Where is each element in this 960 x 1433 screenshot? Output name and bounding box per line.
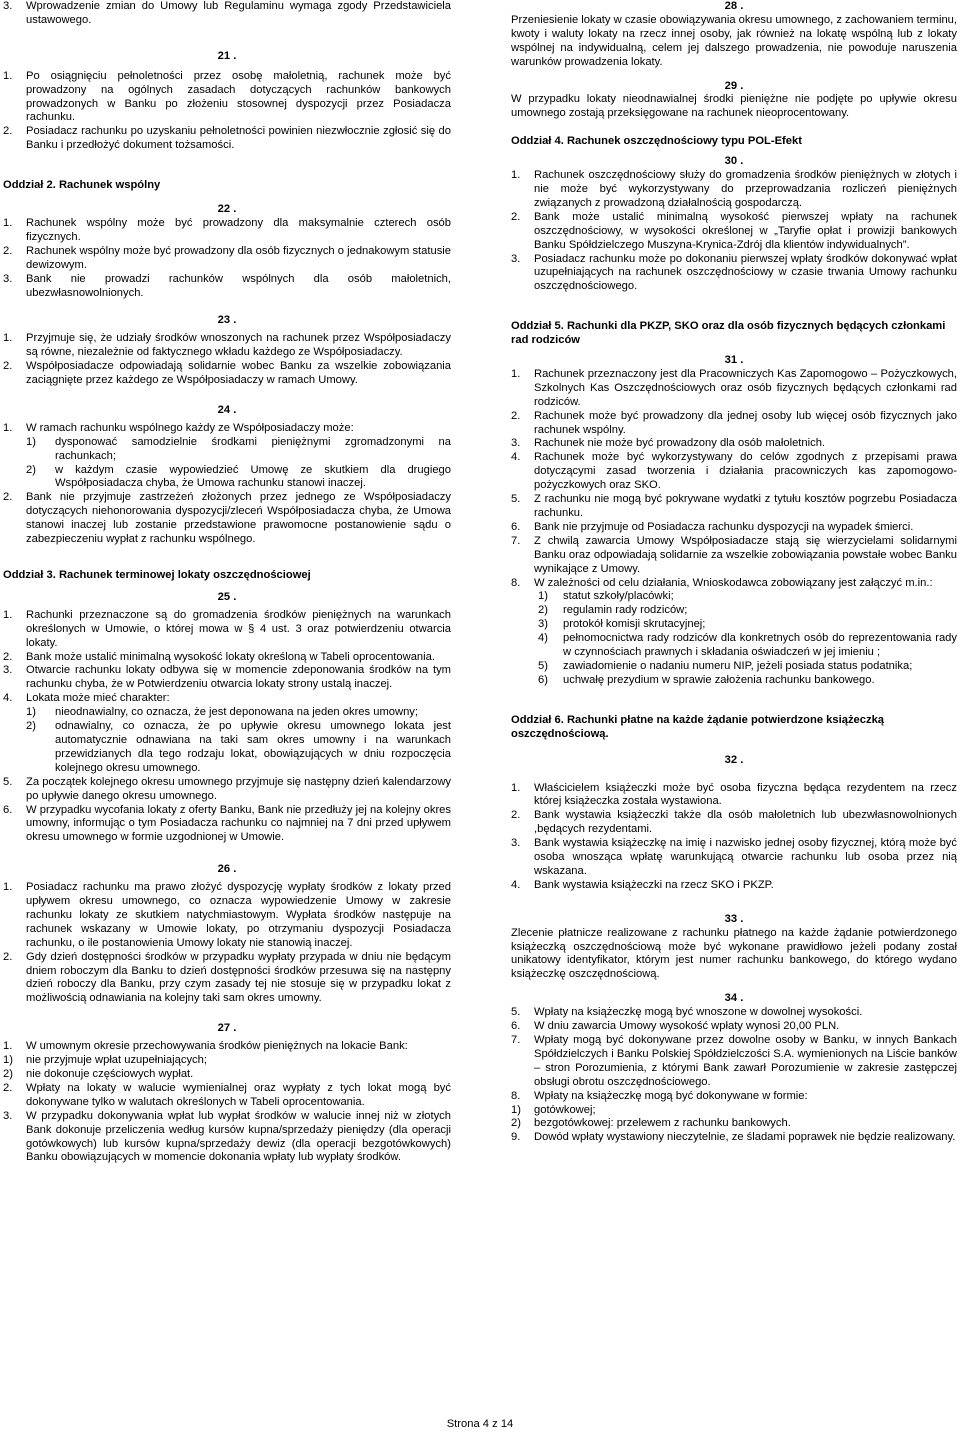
clause-item: 3. Wprowadzenie zmian do Umowy lub Regulaminu wymaga zgody Przedstawiciela ustawowego. bbox=[3, 0, 451, 26]
clause-subitem: 2) regulamin rady rodziców; bbox=[538, 604, 688, 617]
clause-item: 2. Współposiadacze odpowiadają solidarnie wobec Banku za wszelkie zobowiązania zaciągnięte przez każdego ze Współposiadaczy w ramach Umowy. bbox=[3, 360, 451, 387]
clause-subitem: 2) w każdym czasie wypowiedzieć Umowę ze skutkiem dla drugiego Współposiadacza chyba, że Umowa rachunku stanowi inaczej. bbox=[26, 463, 451, 490]
clause-item: 7. Z chwilą zawarcia Umowy Współposiadacze stają się wierzycielami solidarnymi Banku oraz odpowiadają solidarnie za wszelkie zobowiązania powstałe wobec Banku wynikające z Umowy. bbox=[511, 534, 957, 575]
clause-subitem: 2) odnawialny, co oznacza, że po upływie okresu umownego lokata jest automatycznie odnawiana na taki sam okres umowny i na warunkach przewidzianych dla tego rodzaju lokat, obowiązujących w dniu rozpoczęcia kolejnego okresu umownego. bbox=[26, 720, 451, 774]
clause-item: 1. Po osiągnięciu pełnoletności przez osobę małoletnią, rachunek może być prowadzony na ogólnych zasadach dotyczących rachunków bankowych prowadzonych w Banku po złożeniu stosownej dyspozycji przez Posiadacza rachunku. bbox=[3, 69, 451, 124]
clause-item: 1. Właścicielem książeczki może być osoba fizyczna będąca rezydentem na rzecz której książeczka została wystawiona. bbox=[511, 781, 957, 808]
clause-item: 2. Rachunek wspólny może być prowadzony dla osób fizycznych o jednakowym statusie dewizowym. bbox=[3, 244, 451, 271]
clause-subitem: 3) protokół komisji skrutacyjnej; bbox=[538, 618, 706, 631]
section-24-title: 24 . bbox=[217, 403, 237, 416]
section-21-title: 21 . bbox=[217, 49, 237, 62]
clause-item: 1. Rachunki przeznaczone są do gromadzenia środków pieniężnych na warunkach określonych w Umowie, o której mowa w § 4 ust. 3 oraz potwierdzeniu otwarcia lokaty. bbox=[3, 608, 451, 649]
clause-item: 2. Posiadacz rachunku po uzyskaniu pełnoletności powinien niezwłocznie zgłosić się do Banku i przedłożyć dokument tożsamości. bbox=[3, 125, 451, 152]
clause-item: 3. Bank wystawia książeczkę na imię i nazwisko jednej osoby fizycznej, którą może być osoba wnosząca wpłatę warunkującą otwarcie rachunku lub osoba przez nią wskazana. bbox=[511, 837, 957, 877]
section-33-text: Zlecenie płatnicze realizowane z rachunku płatnego na każde żądanie potwierdzonego książeczką oszczędnościową może być wykonane prawidłowo jeżeli podany został unikatowy identyfikator, którym jest numer rachunku bankowego, do którego wydano książeczkę oszczędnościową. bbox=[511, 926, 957, 981]
section-26-title: 26 . bbox=[217, 863, 237, 876]
clause-item: 1. W umownym okresie przechowywania środków pieniężnych na lokacie Bank: bbox=[3, 1040, 408, 1053]
section-28-title: 28 . bbox=[724, 0, 744, 12]
clause-item: 3. W przypadku dokonywania wpłat lub wypłat środków w walucie innej niż w złotych Bank dokonuje przeliczenia według kursów kupna/sprzedaży pieniędzy (dla operacji gotówkowych) lub kursów kupna/sprzedaży dewiz (dla operacji bezgotówkowych) Banku obowiązujących w momencie dokonania wpłaty lub wypłaty środków. bbox=[3, 1109, 451, 1164]
clause-subitem: 1) dysponować samodzielnie środkami pieniężnymi zgromadzonymi na rachunkach; bbox=[26, 435, 451, 462]
clause-item: 8. W zależności od celu działania, Wnioskodawca zobowiązany jest załączyć m.in.: bbox=[511, 576, 933, 589]
clause-item: 2. Gdy dzień dostępności środków w przypadku wypłaty przypada w dniu nie będącym dniem roboczym dla Banku to dzień dostępności środków przesuwa się na następny dzień roboczy dla Banku, przy czym zasady tej nie stosuje się w przypadku lokat z możliwością odnawiania na kolejny taki sam okres umowny. bbox=[3, 950, 451, 1005]
clause-subitem: 5) zawiadomienie o nadaniu numeru NIP, jeżeli posiada status podatnika; bbox=[538, 659, 913, 672]
clause-item: 4. Lokata może mieć charakter: bbox=[3, 692, 170, 705]
clause-item: 1. Przyjmuje się, że udziały środków wnoszonych na rachunek przez Współposiadaczy są równe, niezależnie od faktycznego wkładu każdego ze Współposiadaczy. bbox=[3, 332, 451, 359]
clause-item: 6. W dniu zawarcia Umowy wysokość wpłaty wynosi 20,00 PLN. bbox=[511, 1020, 840, 1033]
clause-subitem: 4) pełnomocnictwa rady rodziców dla konkretnych osób do reprezentowania rady w czynnościach prawnych i składania oświadczeń w jej imieniu ; bbox=[538, 632, 957, 659]
clause-item: 2. Bank nie przyjmuje zastrzeżeń złożonych przez jednego ze Współposiadaczy dotyczących niehonorowania dyspozycji/zleceń Współposiadacza chyba, że Umowa stanowi inaczej lub zostanie przedstawione prawomocne postanowienie sądu o zabezpieczeniu wypłat z rachunku wspólnego. bbox=[3, 491, 451, 546]
division-4-heading: Oddział 4. Rachunek oszczędnościowy typu POL-Efekt bbox=[511, 135, 802, 148]
section-27-title: 27 . bbox=[217, 1022, 237, 1035]
section-25-title: 25 . bbox=[217, 590, 237, 603]
clause-subitem: 1) statut szkoły/placówki; bbox=[538, 590, 674, 603]
clause-subitem: 1) nie przyjmuje wpłat uzupełniających; bbox=[3, 1054, 207, 1067]
division-6-heading: Oddział 6. Rachunki płatne na każde żądanie potwierdzone książeczką oszczędnościową. bbox=[511, 713, 885, 740]
clause-item: 1. Rachunek oszczędnościowy służy do gromadzenia środków pieniężnych w złotych i nie może być wykorzystywany do przeprowadzania rozliczeń pieniężnych związanych z prowadzoną działalnością gospodarczą. bbox=[511, 169, 957, 209]
clause-item: 5. Z rachunku nie mogą być pokrywane wydatki z tytułu kosztów pogrzebu Posiadacza rachunku. bbox=[511, 493, 957, 519]
clause-item: 3. Posiadacz rachunku może po dokonaniu pierwszej wpłaty środków dokonywać wpłat uzupełniających na rachunek oszczędnościowy w czasie trwania Umowy rachunku oszczędnościowego. bbox=[511, 252, 957, 293]
clause-item: 1. Posiadacz rachunku ma prawo złożyć dyspozycję wypłaty środków z lokaty przed upływem okresu umownego, co oznacza wypowiedzenie Umowy w zakresie rachunku lokaty ze skutkiem natychmiastowym. Wypłata środków następuje na rachunek wskazany w Umowie lokaty, po otrzymaniu dyspozycji Posiadacza rachunku, o ile postanowienia Umowy lokaty nie stanowią inaczej. bbox=[3, 881, 451, 949]
clause-item: 3. Rachunek nie może być prowadzony dla osób małoletnich. bbox=[511, 437, 826, 450]
section-28-text: Przeniesienie lokaty w czasie obowiązywania okresu umownego, z zachowaniem terminu, kwoty i waluty lokaty na rzecz innej osoby, jak również na lokatę wspólną lub z lokaty wspólnej na indywidualną, celem jej dalszego prowadzenia, nie powoduje naruszenia warunków prowadzenia lokaty. bbox=[511, 13, 957, 68]
clause-item: 3. Bank nie prowadzi rachunków wspólnych dla osób małoletnich, ubezwłasnowolnionych. bbox=[3, 272, 451, 299]
division-5-heading: Oddział 5. Rachunki dla PKZP, SKO oraz dla osób fizycznych będących członkami rad rodziców bbox=[511, 320, 946, 347]
section-30-title: 30 . bbox=[724, 155, 744, 168]
clause-item: 2. Bank może ustalić minimalną wysokość pierwszej wpłaty na rachunek oszczędnościowy, w wysokości określonej w „Taryfie opłat i prowizji bankowych Banku Spółdzielczego Muszyna-Krynica-Zdrój dla klientów indywidualnych”. bbox=[511, 210, 957, 251]
clause-item: 2. Bank wystawia książeczki także dla osób małoletnich lub ubezwłasnowolnionych ,będących rezydentami. bbox=[511, 809, 957, 836]
clause-item: 1. Rachunek wspólny może być prowadzony dla maksymalnie czterech osób fizycznych. bbox=[3, 216, 451, 243]
clause-item: 1. Rachunek przeznaczony jest dla Pracowniczych Kas Zapomogowo – Pożyczkowych, Szkolnych Kas Oszczędnościowych oraz osób fizycznych będących członkami rad rodziców. bbox=[511, 367, 957, 408]
division-3-heading: Oddział 3. Rachunek terminowej lokaty oszczędnościowej bbox=[3, 569, 311, 581]
section-32-title: 32 . bbox=[724, 753, 744, 766]
clause-item: 1. W ramach rachunku wspólnego każdy ze Współposiadaczy może: bbox=[3, 421, 354, 434]
left-column bbox=[3, 0, 451, 1165]
clause-item: 4. Rachunek może być wykorzystywany do celów zgodnych z przepisami prawa dotyczącymi zasad tworzenia i działania pracowniczych kas zapomogowo-pożyczkowych oraz SKO. bbox=[511, 451, 957, 492]
clause-subitem: 6) uchwałę prezydium w sprawie założenia rachunku bankowego. bbox=[538, 673, 875, 686]
clause-item: 7. Wpłaty mogą być dokonywane przez dowolne osoby w Banku, w innych Bankach Spółdzielczych i Banku Polskiej Spółdzielczości S.A. wymienionych na Liście banków – stron Porozumienia, z którymi Bank zawarł Porozumienie w zakresie zastępczej obsługi obrotu oszczędnościowego. bbox=[511, 1034, 957, 1088]
page-number: Strona 4 z 14 bbox=[446, 1418, 514, 1430]
section-29-title: 29 . bbox=[724, 79, 744, 92]
clause-item: 5. Za początek kolejnego okresu umownego przyjmuje się następny dzień kalendarzowy po upływie danego okresu umownego. bbox=[3, 775, 451, 802]
clause-item: 6. Bank nie przyjmuje od Posiadacza rachunku dyspozycji na wypadek śmierci. bbox=[511, 520, 914, 533]
clause-item: 6. W przypadku wycofania lokaty z oferty Banku, Bank nie przedłuży jej na kolejny okres umowny, informując o tym Posiadacza rachunku co najmniej na 7 dni przed upływem okresu umownego w formie uzgodnionej w Umowie. bbox=[3, 803, 451, 844]
clause-item: 2. Rachunek może być prowadzony dla jednej osoby lub więcej osób fizycznych jako rachunek wspólny. bbox=[511, 409, 957, 436]
clause-subitem: 2) nie dokonuje częściowych wypłat. bbox=[3, 1068, 194, 1080]
right-column bbox=[511, 0, 957, 1145]
clause-item: 2. Wpłaty na lokaty w walucie wymienialnej oraz wypłaty z tych lokat mogą być dokonywane tylko w walutach określonych w Tabeli oprocentowania. bbox=[3, 1081, 451, 1108]
clause-item: 3. Otwarcie rachunku lokaty odbywa się w momencie zdeponowania środków na tym rachunku chyba, że w Potwierdzeniu otwarcia lokaty strony ustalą inaczej. bbox=[3, 664, 451, 691]
clause-subitem: 1) nieodnawialny, co oznacza, że jest deponowana na jeden okres umowny; bbox=[26, 706, 418, 719]
section-34-title: 34 . bbox=[724, 992, 744, 1005]
clause-subitem: 1) gotówkowej; bbox=[511, 1103, 596, 1116]
clause-item: 9. Dowód wpłaty wystawiony nieczytelnie, ze śladami poprawek nie będzie realizowany. bbox=[511, 1131, 956, 1144]
section-31-title: 31 . bbox=[724, 354, 744, 367]
clause-item: 4. Bank wystawia książeczki na rzecz SKO i PKZP. bbox=[511, 878, 774, 891]
clause-item: 5. Wpłaty na książeczkę mogą być wnoszone w dowolnej wysokości. bbox=[511, 1006, 863, 1019]
clause-subitem: 2) bezgotówkowej: przelewem z rachunku bankowych. bbox=[511, 1117, 791, 1130]
clause-item: 8. Wpłaty na książeczkę mogą być dokonywane w formie: bbox=[511, 1089, 808, 1102]
division-2-heading: Oddział 2. Rachunek wspólny bbox=[3, 179, 161, 192]
section-23-title: 23 . bbox=[217, 314, 237, 327]
section-29-text: W przypadku lokaty nieodnawialnej środki pieniężne nie podjęte po upływie okresu umownego zostają przeksięgowane na rachunek nieoprocentowany. bbox=[511, 93, 957, 120]
section-22-title: 22 . bbox=[217, 203, 237, 216]
section-33-title: 33 . bbox=[724, 912, 744, 925]
clause-item: 2. Bank może ustalić minimalną wysokość lokaty określoną w Tabeli oprocentowania. bbox=[3, 650, 435, 663]
